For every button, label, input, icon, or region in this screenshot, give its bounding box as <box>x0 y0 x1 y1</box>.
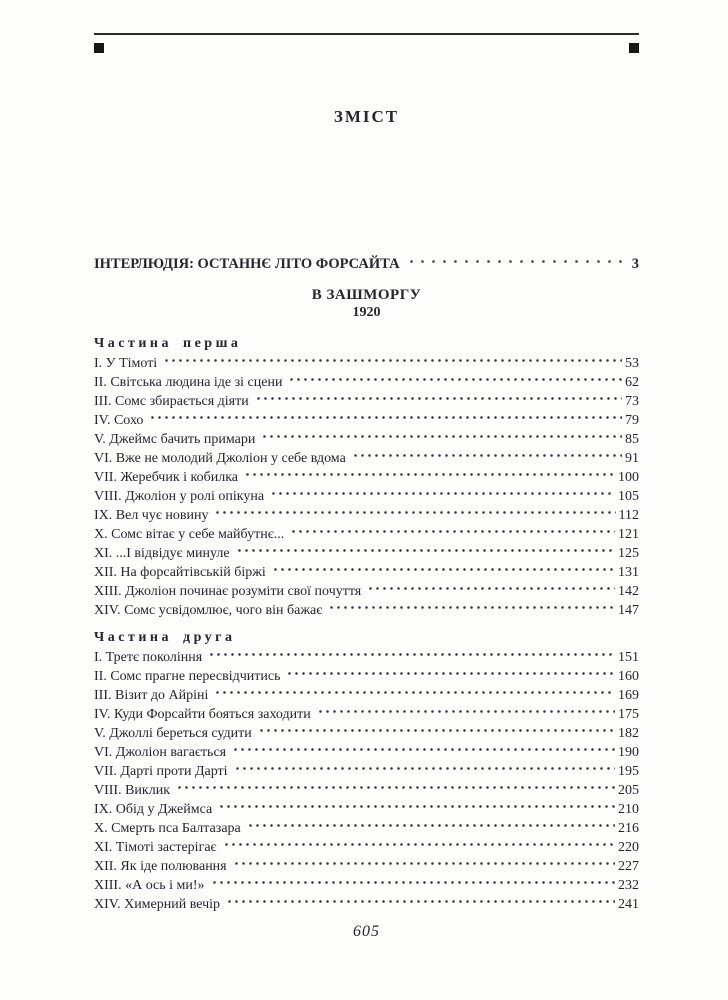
toc-entry-page: 195 <box>618 764 639 779</box>
toc-entry-label: VIII. Джоліон у ролі опікуна <box>94 489 265 504</box>
toc-row <box>94 392 639 411</box>
dot-leader <box>236 544 615 563</box>
toc-row <box>94 373 639 392</box>
toc-part <box>94 336 639 620</box>
toc-entry-label: XI. ...І відвідує минуле <box>94 546 230 561</box>
dot-leader <box>176 781 615 800</box>
toc-entry-page: 210 <box>618 802 639 817</box>
toc-entry-page: 125 <box>618 546 639 561</box>
toc-entry-label: XIII. Джоліон починає розуміти свої почуття <box>94 584 362 599</box>
part-heading: Частина друга <box>94 630 236 645</box>
dot-leader <box>234 762 615 781</box>
toc-entry-label: II. Сомс прагне пересвідчитись <box>94 669 281 684</box>
toc-entry-page: 227 <box>618 859 639 874</box>
dot-leader <box>255 392 622 411</box>
dot-leader <box>288 373 622 392</box>
toc-row <box>94 667 639 686</box>
dot-leader <box>367 582 615 601</box>
toc-entry-label: IV. Сохо <box>94 413 144 428</box>
toc-entry-page: 62 <box>625 375 639 390</box>
toc-entry-page: 147 <box>618 603 639 618</box>
toc-row <box>94 743 639 762</box>
toc-row <box>94 487 639 506</box>
toc-entry-label: VI. Джоліон вагається <box>94 745 227 760</box>
dot-leader <box>149 411 622 430</box>
toc-entry-page: 53 <box>625 356 639 371</box>
dot-leader <box>226 895 615 914</box>
toc-row <box>94 857 639 876</box>
toc-row <box>94 430 639 449</box>
dot-leader <box>233 857 615 876</box>
toc-entry-label: XIII. «А ось і ми!» <box>94 878 205 893</box>
dot-leader <box>232 743 615 762</box>
header-rule <box>94 33 639 35</box>
toc-row <box>94 762 639 781</box>
toc-entry-page: 79 <box>625 413 639 428</box>
corner-square-left-icon <box>94 43 104 53</box>
toc-entry-label: XII. Як іде полювання <box>94 859 227 874</box>
toc-row <box>94 876 639 895</box>
toc-row <box>94 506 639 525</box>
toc-entry-page: 169 <box>618 688 639 703</box>
toc-entry-page: 151 <box>618 650 639 665</box>
toc-entry-label: II. Світська людина іде зі сцени <box>94 375 283 390</box>
toc-entry-label: V. Джоллі береться судити <box>94 726 252 741</box>
dot-leader <box>163 354 622 373</box>
dot-leader <box>261 430 622 449</box>
toc-entry-label: VII. Жеребчик і кобилка <box>94 470 239 485</box>
toc-entry-page: 190 <box>618 745 639 760</box>
part-heading: Частина перша <box>94 336 242 351</box>
corner-square-right-icon <box>629 43 639 53</box>
dot-leader <box>406 255 626 274</box>
page-title: ЗМІСТ <box>333 107 400 126</box>
folio-page-number: 605 <box>353 923 380 940</box>
section-title: В ЗАШМОРГУ <box>311 287 422 303</box>
dot-leader <box>244 468 615 487</box>
toc-row <box>94 724 639 743</box>
toc-entry-label: IX. Обід у Джеймса <box>94 802 213 817</box>
toc-row <box>94 411 639 430</box>
toc-row <box>94 354 639 373</box>
toc-row <box>94 800 639 819</box>
dot-leader <box>328 601 615 620</box>
toc-row <box>94 781 639 800</box>
toc-row <box>94 525 639 544</box>
toc-entry-page: 85 <box>625 432 639 447</box>
toc-row <box>94 648 639 667</box>
toc-row <box>94 544 639 563</box>
toc-row <box>94 819 639 838</box>
part-entries <box>94 354 639 620</box>
toc-entry-label: VIII. Виклик <box>94 783 171 798</box>
toc-entry-page: 112 <box>618 508 639 523</box>
toc-row <box>94 895 639 914</box>
toc-entry-label: I. У Тімоті <box>94 356 158 371</box>
dot-leader <box>290 525 615 544</box>
toc-row <box>94 601 639 620</box>
toc-entry-page: 105 <box>618 489 639 504</box>
dot-leader <box>258 724 615 743</box>
toc-entry-label: ІНТЕРЛЮДІЯ: ОСТАННЄ ЛІТО ФОРСАЙТА <box>94 256 400 272</box>
toc-parts <box>94 336 639 914</box>
toc-row <box>94 686 639 705</box>
toc-entry-label: III. Візит до Айріні <box>94 688 209 703</box>
toc-entry-label: VII. Дарті проти Дарті <box>94 764 228 779</box>
toc-entry-page: 175 <box>618 707 639 722</box>
toc-entry-label: XIV. Сомс усвідомлює, чого він бажає <box>94 603 323 618</box>
toc-entry-page: 131 <box>618 565 639 580</box>
toc-entry-page: 100 <box>618 470 639 485</box>
section-year: 1920 <box>352 305 381 320</box>
dot-leader <box>352 449 622 468</box>
toc-entry-label: XII. На форсайтівській біржі <box>94 565 266 580</box>
dot-leader <box>214 506 615 525</box>
toc-row <box>94 449 639 468</box>
dot-leader <box>218 800 615 819</box>
toc-entry-page: 182 <box>618 726 639 741</box>
toc-entry-label: XI. Тімоті застерігає <box>94 840 217 855</box>
toc-entry-label: I. Третє покоління <box>94 650 203 665</box>
toc-entry-page: 216 <box>618 821 639 836</box>
toc-row <box>94 838 639 857</box>
toc-entry-page: 91 <box>625 451 639 466</box>
toc-entry-page: 3 <box>631 256 639 272</box>
part-entries <box>94 648 639 914</box>
toc-entry-label: X. Смерть пса Балтазара <box>94 821 241 836</box>
dot-leader <box>247 819 615 838</box>
dot-leader <box>208 648 615 667</box>
toc-entry-label: III. Сомс збирається діяти <box>94 394 249 409</box>
dot-leader <box>223 838 615 857</box>
toc-entry-label: V. Джеймс бачить примари <box>94 432 256 447</box>
toc-row <box>94 563 639 582</box>
toc-row <box>94 582 639 601</box>
toc-entry-label: IV. Куди Форсайти бояться заходити <box>94 707 311 722</box>
toc-entry-page: 205 <box>618 783 639 798</box>
toc-entry-page: 220 <box>618 840 639 855</box>
dot-leader <box>211 876 615 895</box>
toc-entry-page: 232 <box>618 878 639 893</box>
page-content <box>94 0 639 941</box>
toc-row <box>94 468 639 487</box>
toc-entry-label: XIV. Химерний вечір <box>94 897 221 912</box>
toc-interlude-row <box>94 255 639 274</box>
toc-entry-page: 241 <box>618 897 639 912</box>
dot-leader <box>270 487 615 506</box>
dot-leader <box>286 667 615 686</box>
toc-entry-page: 121 <box>618 527 639 542</box>
toc-part <box>94 630 639 914</box>
toc-entry-page: 142 <box>618 584 639 599</box>
toc-entry-page: 160 <box>618 669 639 684</box>
toc-entry-label: IX. Вел чує новину <box>94 508 209 523</box>
toc-entry-label: X. Сомс вітає у себе майбутнє... <box>94 527 285 542</box>
toc-entry-label: VI. Вже не молодий Джоліон у себе вдома <box>94 451 346 466</box>
dot-leader <box>317 705 615 724</box>
dot-leader <box>272 563 615 582</box>
toc-row <box>94 705 639 724</box>
toc-entry-page: 73 <box>625 394 639 409</box>
dot-leader <box>214 686 615 705</box>
